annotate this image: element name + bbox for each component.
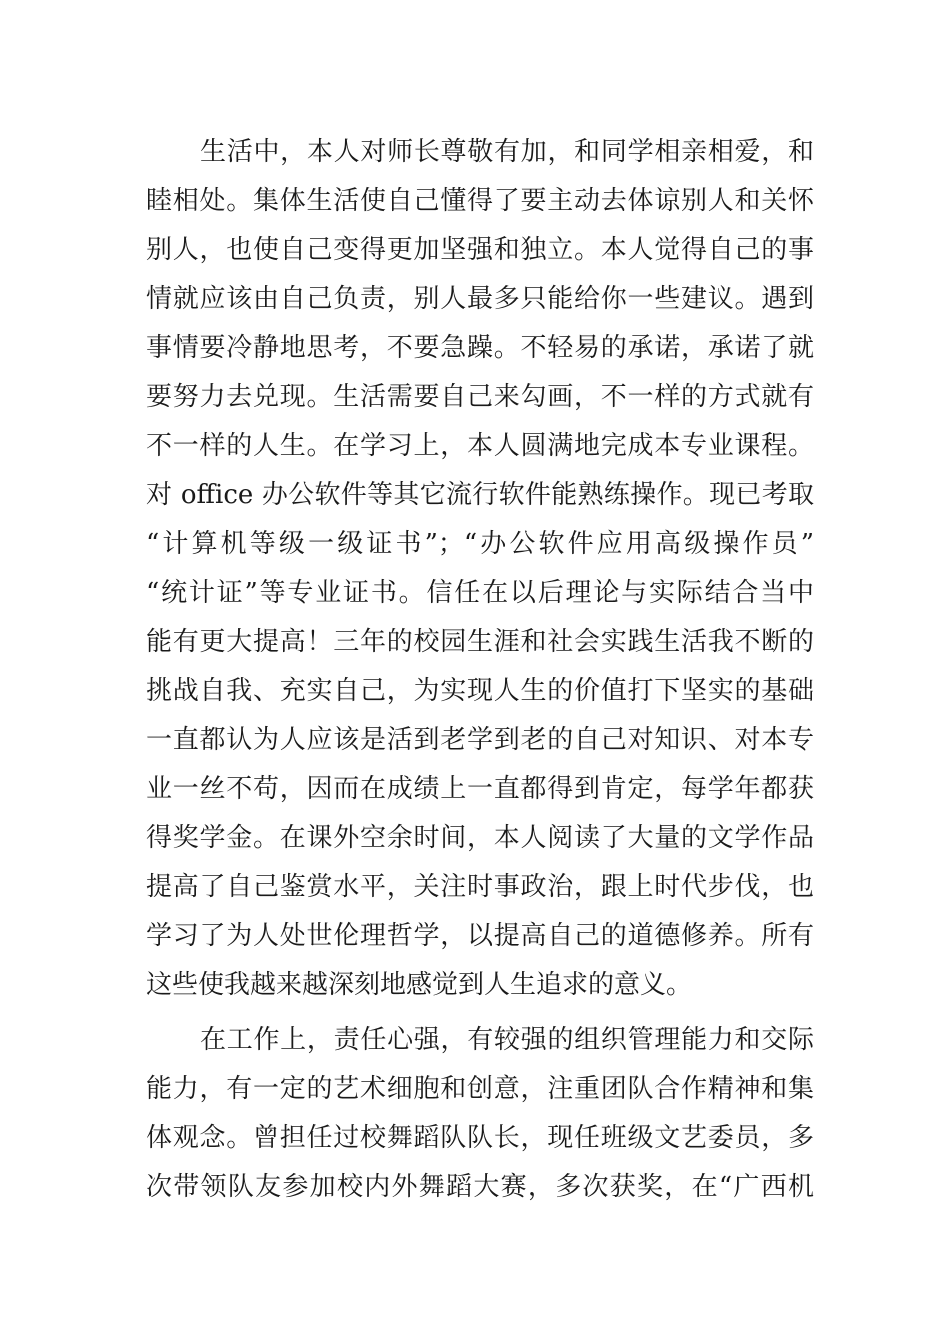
paragraph-line: 次带领队友参加校内外舞蹈大赛，多次获奖，在“广西机 [146,1172,814,1202]
paragraph-line: 生活中，本人对师长尊敬有加，和同学相亲相爱，和 [200,137,814,167]
paragraph-line: 情就应该由自己负责，别人最多只能给你一些建议。遇到 [146,284,814,314]
paragraph-line: 能力，有一定的艺术细胞和创意，注重团队合作精神和集 [146,1074,814,1104]
paragraph-line: 挑战自我、充实自己，为实现人生的价值打下坚实的基础 [146,676,814,706]
document-body [146,128,814,1212]
paragraph-line: 能有更大提高！三年的校园生涯和社会实践生活我不断的 [146,627,814,657]
paragraph-line: “统计证”等专业证书。信任在以后理论与实际结合当中 [146,578,814,608]
paragraph-work [146,1016,814,1212]
paragraph-line: 别人，也使自己变得更加坚强和独立。本人觉得自己的事 [146,235,814,265]
paragraph-line: 这些使我越来越深刻地感觉到人生追求的意义。 [146,970,693,1000]
paragraph-line: 学习了为人处世伦理哲学，以提高自己的道德修养。所有 [146,921,814,951]
paragraph-life [146,128,814,1010]
paragraph-line: 提高了自己鉴赏水平，关注时事政治，跟上时代步伐，也 [146,872,814,902]
paragraph-line: 事情要冷静地思考，不要急躁。不轻易的承诺，承诺了就 [146,333,814,363]
paragraph-line: “计算机等级一级证书”；“办公软件应用高级操作员” [146,529,814,559]
paragraph-line: 得奖学金。在课外空余时间，本人阅读了大量的文学作品 [146,823,814,853]
paragraph-line: 对 office 办公软件等其它流行软件能熟练操作。现已考取 [146,480,814,510]
paragraph-line: 睦相处。集体生活使自己懂得了要主动去体谅别人和关怀 [146,186,814,216]
paragraph-line: 不一样的人生。在学习上，本人圆满地完成本专业课程。 [146,431,814,461]
paragraph-line: 业一丝不苟，因而在成绩上一直都得到肯定，每学年都获 [146,774,814,804]
paragraph-line: 体观念。曾担任过校舞蹈队队长，现任班级文艺委员，多 [146,1123,814,1153]
paragraph-line: 在工作上，责任心强，有较强的组织管理能力和交际 [200,1025,814,1055]
paragraph-line: 要努力去兑现。生活需要自己来勾画，不一样的方式就有 [146,382,814,412]
paragraph-line: 一直都认为人应该是活到老学到老的自己对知识、对本专 [146,725,814,755]
